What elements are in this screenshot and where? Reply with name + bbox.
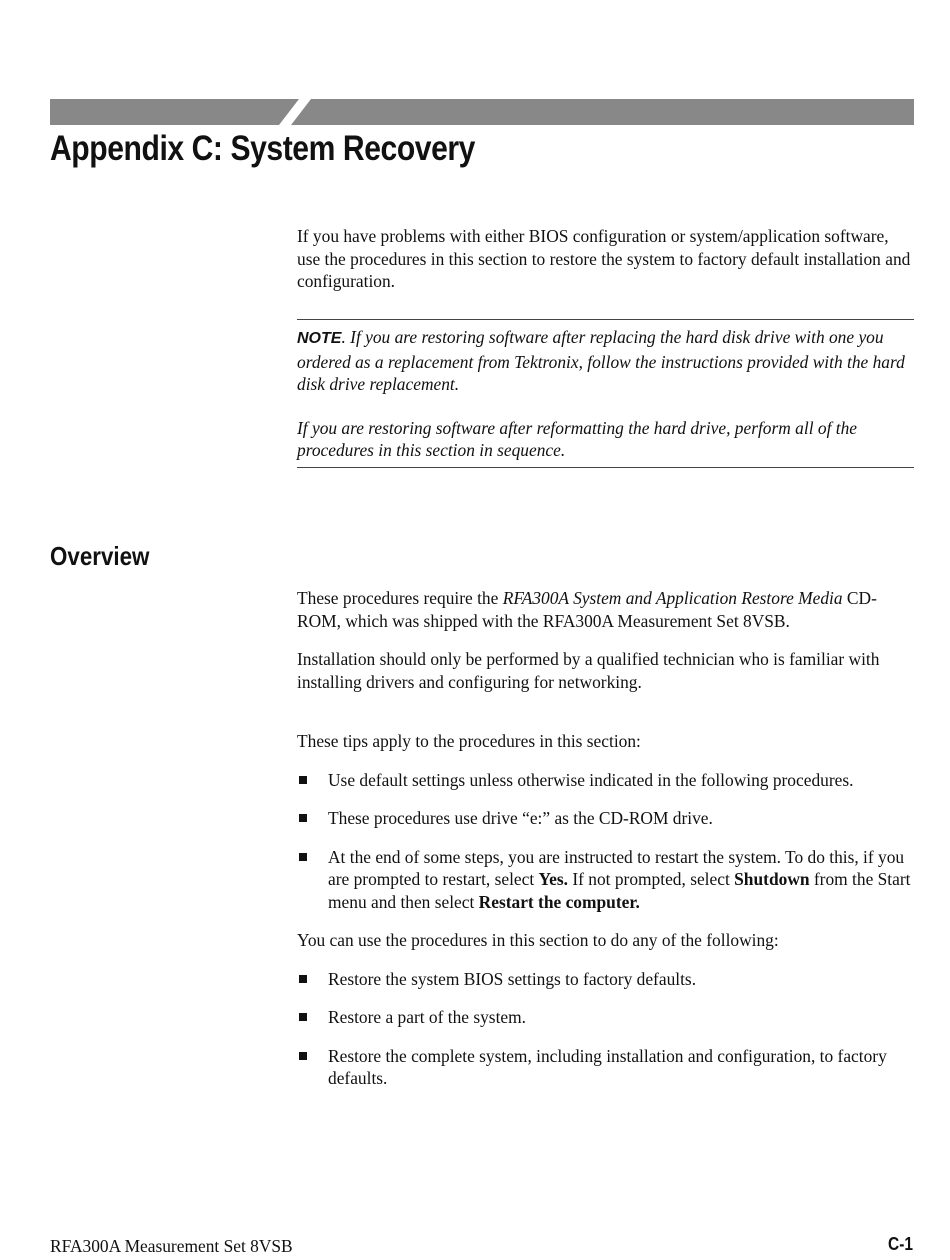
tips-list xyxy=(297,769,913,914)
list-item xyxy=(297,846,913,914)
square-bullet-icon xyxy=(299,1052,307,1060)
overview-paragraph-1 xyxy=(297,587,913,632)
note-paragraph-2: If you are restoring software after reformatting the hard drive, perform all of the procedures in this section in sequence. xyxy=(297,417,857,460)
restore-media-title: RFA300A System and Application Restore Media xyxy=(502,588,843,608)
uses-list xyxy=(297,968,913,1090)
intro-paragraph xyxy=(297,225,913,293)
tip-text: If not prompted, select xyxy=(568,869,735,889)
tip-text: These procedures use drive “e:” as the CD-ROM drive. xyxy=(328,808,713,828)
tip-text: from the Start menu and then select xyxy=(328,869,911,912)
header-bar xyxy=(50,99,914,125)
page-title: Appendix C: System Recovery xyxy=(50,129,475,168)
note-box xyxy=(297,319,914,468)
list-item xyxy=(297,968,913,991)
tips-intro: These tips apply to the procedures in this section: xyxy=(297,731,641,751)
list-item xyxy=(297,807,913,830)
overview-heading: Overview xyxy=(50,541,150,571)
square-bullet-icon xyxy=(299,853,307,861)
note-paragraph-1 xyxy=(297,326,914,396)
note-text-1: . If you are restoring software after replacing the hard disk drive with one you ordered as a replacement from Tektronix, follow the instructions provided with the hard disk drive replacement. xyxy=(297,327,905,394)
square-bullet-icon xyxy=(299,776,307,784)
overview-p1-suffix: CD-ROM, which was shipped with the RFA300A Measurement Set 8VSB. xyxy=(297,588,877,631)
overview-paragraph-2: Installation should only be performed by a qualified technician who is familiar with installing drivers and configuring for networking. xyxy=(297,649,880,692)
shutdown-option: Shutdown xyxy=(734,869,810,889)
square-bullet-icon xyxy=(299,1013,307,1021)
overview-p1-prefix: These procedures require the xyxy=(297,588,503,608)
note-label: NOTE xyxy=(297,330,342,347)
list-item xyxy=(297,1006,913,1029)
square-bullet-icon xyxy=(299,975,307,983)
list-item xyxy=(297,769,913,792)
use-text: Restore the complete system, including installation and configuration, to factory defaults. xyxy=(328,1045,887,1088)
tip-text: Use default settings unless otherwise indicated in the following procedures. xyxy=(328,769,854,790)
overview-body xyxy=(297,587,913,1090)
square-bullet-icon xyxy=(299,814,307,822)
restart-option: Restart the computer. xyxy=(478,891,640,912)
header-bar-graphic xyxy=(50,99,914,125)
use-text: Restore the system BIOS settings to factory defaults. xyxy=(328,968,697,989)
tip-text: At the end of some steps, you are instructed to restart the system. To do this, if you are prompted to restart, select xyxy=(328,846,905,889)
list-item xyxy=(297,1045,913,1090)
use-text: Restore a part of the system. xyxy=(328,1007,527,1027)
page-number: C-1 xyxy=(888,1234,913,1254)
footer-product-name: RFA300A Measurement Set 8VSB xyxy=(50,1236,293,1256)
yes-option: Yes. xyxy=(538,869,568,889)
uses-intro: You can use the procedures in this section to do any of the following: xyxy=(297,930,779,950)
intro-text: If you have problems with either BIOS configuration or system/application software, use the procedures in this section to restore the system to factory default installation and configuration. xyxy=(297,226,911,291)
